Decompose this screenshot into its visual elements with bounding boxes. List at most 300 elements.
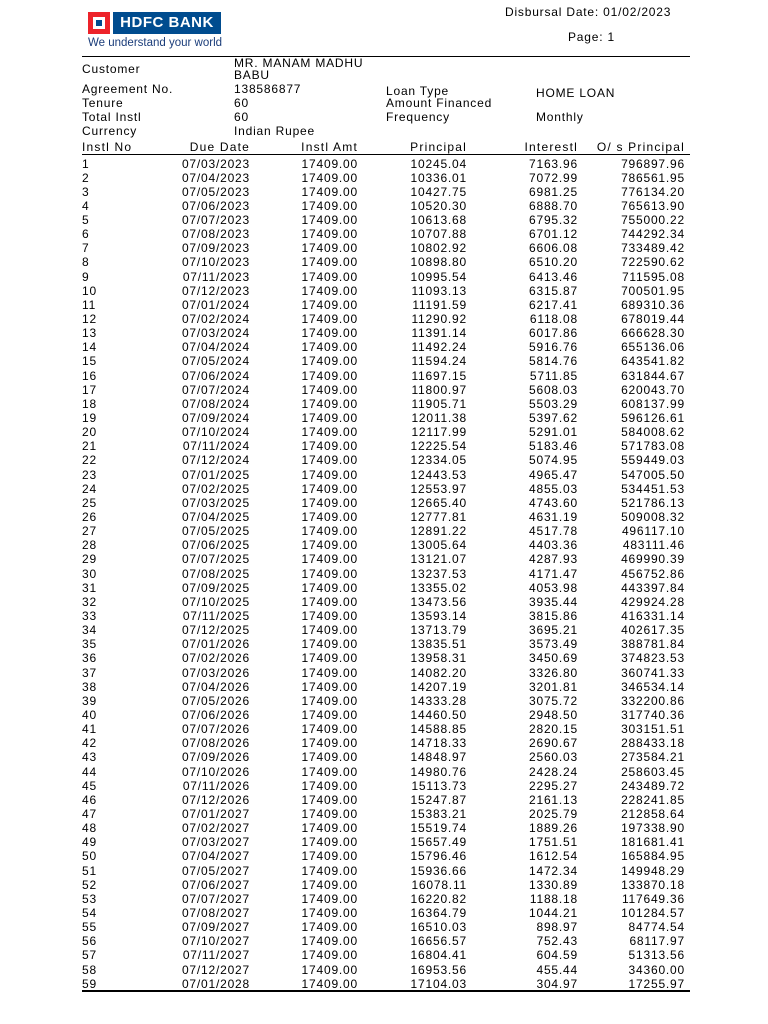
cell-principal: 13713.79 <box>410 623 467 638</box>
cell-instl-no: 9 <box>82 269 90 284</box>
cell-os-principal: 181681.41 <box>621 835 685 850</box>
cell-os-principal: 678019.44 <box>621 312 685 327</box>
cell-instl-amt: 17409.00 <box>301 340 358 355</box>
cell-os-principal: 521786.13 <box>621 495 685 510</box>
cell-interest: 6888.70 <box>529 198 578 213</box>
cell-instl-no: 26 <box>82 510 97 525</box>
cell-interest: 1188.18 <box>529 891 578 906</box>
cell-os-principal: 620043.70 <box>621 382 685 397</box>
cell-instl-no: 44 <box>82 764 97 779</box>
cell-os-principal: 483111.46 <box>622 538 685 553</box>
cell-os-principal: 317740.36 <box>621 707 685 722</box>
cell-instl-no: 28 <box>82 538 97 553</box>
cell-interest: 4855.03 <box>529 481 578 496</box>
cell-interest: 3573.49 <box>529 637 578 652</box>
cell-principal: 10520.30 <box>410 198 467 213</box>
cell-due-date: 07/03/2025 <box>181 495 250 510</box>
cell-instl-amt: 17409.00 <box>301 425 358 440</box>
cell-os-principal: 496117.10 <box>621 524 685 539</box>
cell-interest: 7072.99 <box>529 170 578 185</box>
cell-instl-no: 6 <box>82 227 90 242</box>
cell-interest: 3815.86 <box>529 609 578 623</box>
cell-interest: 5183.46 <box>529 439 578 454</box>
cell-principal: 11697.15 <box>411 368 467 383</box>
cell-principal: 12665.40 <box>410 495 467 510</box>
cell-os-principal: 117649.36 <box>621 891 685 906</box>
customer-name-line2: BABU <box>234 68 270 82</box>
cell-interest: 3695.21 <box>529 623 578 638</box>
cell-instl-no: 58 <box>82 962 97 977</box>
cell-principal: 16364.79 <box>410 905 467 920</box>
table-row <box>0 185 768 199</box>
table-row <box>0 779 768 793</box>
cell-instl-no: 34 <box>82 623 97 638</box>
cell-instl-amt: 17409.00 <box>301 665 358 680</box>
cell-interest: 6217.41 <box>529 297 578 312</box>
table-row <box>0 666 768 680</box>
hdfc-logo-icon <box>88 12 110 34</box>
table-row <box>0 326 768 340</box>
table-row <box>0 468 768 482</box>
cell-principal: 12891.22 <box>410 524 467 539</box>
table-row <box>0 510 768 524</box>
cell-instl-amt: 17409.00 <box>301 806 358 821</box>
cell-interest: 1330.89 <box>529 877 578 892</box>
cell-interest: 1889.26 <box>529 821 578 836</box>
cell-instl-no: 40 <box>82 707 97 722</box>
cell-instl-amt: 17409.00 <box>301 948 358 963</box>
cell-instl-amt: 17409.00 <box>301 679 358 694</box>
cell-os-principal: 243489.72 <box>621 778 685 793</box>
table-row <box>0 963 768 977</box>
schedule-table-body <box>0 157 768 991</box>
cell-due-date: 07/07/2024 <box>181 382 250 397</box>
cell-instl-amt: 17409.00 <box>301 764 358 779</box>
cell-due-date: 07/07/2025 <box>181 552 250 567</box>
cell-principal: 12334.05 <box>410 453 467 468</box>
cell-due-date: 07/03/2023 <box>181 156 250 171</box>
cell-due-date: 07/08/2027 <box>181 905 250 920</box>
cell-interest: 4517.78 <box>529 524 578 539</box>
cell-principal: 13237.53 <box>410 566 467 581</box>
cell-instl-no: 55 <box>82 920 97 935</box>
bank-logo <box>88 12 223 50</box>
cell-principal: 15936.66 <box>410 863 467 878</box>
cell-due-date: 07/07/2027 <box>181 891 250 906</box>
cell-due-date: 07/11/2025 <box>182 609 250 623</box>
cell-instl-no: 56 <box>82 934 97 949</box>
cell-instl-amt: 17409.00 <box>301 651 358 666</box>
table-row <box>0 552 768 566</box>
cell-due-date: 07/10/2025 <box>181 594 250 609</box>
cell-due-date: 07/05/2023 <box>181 184 250 199</box>
table-row <box>0 623 768 637</box>
cell-due-date: 07/10/2024 <box>181 425 250 440</box>
cell-interest: 6017.86 <box>529 326 578 341</box>
cell-due-date: 07/01/2026 <box>181 637 250 652</box>
cell-os-principal: 68117.97 <box>629 934 685 949</box>
cell-instl-no: 50 <box>82 849 97 864</box>
logo-bank-name: HDFC BANK <box>113 12 221 34</box>
cell-instl-no: 39 <box>82 693 97 708</box>
cell-interest: 4965.47 <box>529 467 578 482</box>
customer-label: Customer <box>82 62 141 76</box>
cell-interest: 2161.13 <box>529 792 578 807</box>
cell-principal: 15657.49 <box>410 835 467 850</box>
cell-instl-no: 20 <box>82 425 97 440</box>
cell-interest: 6981.25 <box>529 184 578 199</box>
cell-interest: 3075.72 <box>529 693 578 708</box>
cell-interest: 5074.95 <box>529 453 578 468</box>
currency-label: Currency <box>82 124 138 138</box>
cell-interest: 5503.29 <box>529 396 578 411</box>
cell-principal: 10427.75 <box>410 184 467 199</box>
cell-interest: 6118.08 <box>529 312 578 327</box>
cell-instl-amt: 17409.00 <box>301 382 358 397</box>
cell-interest: 1612.54 <box>529 849 578 864</box>
cell-interest: 2560.03 <box>529 750 578 765</box>
cell-due-date: 07/03/2026 <box>181 665 250 680</box>
amount-financed-label: Amount Financed <box>386 96 493 110</box>
cell-instl-amt: 17409.00 <box>301 439 358 454</box>
cell-os-principal: 332200.86 <box>621 693 685 708</box>
cell-instl-no: 48 <box>82 821 97 836</box>
cell-instl-no: 1 <box>82 156 90 171</box>
cell-due-date: 07/04/2027 <box>181 849 250 864</box>
cell-os-principal: 571783.08 <box>621 439 685 454</box>
cell-instl-amt: 17409.00 <box>301 750 358 765</box>
cell-principal: 15383.21 <box>410 806 467 821</box>
cell-os-principal: 360741.33 <box>621 665 685 680</box>
cell-principal: 14333.28 <box>410 693 467 708</box>
cell-instl-no: 16 <box>82 368 97 383</box>
table-row <box>0 708 768 722</box>
table-row <box>0 878 768 892</box>
cell-interest: 5711.85 <box>529 368 578 383</box>
header-rule <box>82 56 690 57</box>
table-row <box>0 241 768 255</box>
cell-principal: 14082.20 <box>410 665 467 680</box>
cell-instl-amt: 17409.00 <box>301 920 358 935</box>
cell-instl-amt: 17409.00 <box>301 453 358 468</box>
cell-os-principal: 288433.18 <box>621 736 685 751</box>
cell-os-principal: 402617.35 <box>621 623 685 638</box>
cell-instl-amt: 17409.00 <box>301 594 358 609</box>
cell-instl-amt: 17409.00 <box>301 707 358 722</box>
cell-instl-amt: 17409.00 <box>301 269 358 284</box>
cell-interest: 455.44 <box>536 962 578 977</box>
cell-instl-amt: 17409.00 <box>301 623 358 638</box>
cell-due-date: 07/06/2025 <box>181 538 250 553</box>
cell-instl-no: 3 <box>82 184 90 199</box>
table-row <box>0 906 768 920</box>
cell-due-date: 07/02/2026 <box>181 651 250 666</box>
cell-instl-no: 11 <box>82 297 97 312</box>
cell-principal: 11905.71 <box>411 396 467 411</box>
cell-principal: 14460.50 <box>410 707 467 722</box>
cell-instl-no: 52 <box>82 877 97 892</box>
cell-os-principal: 776134.20 <box>621 184 685 199</box>
cell-interest: 5814.76 <box>529 354 578 369</box>
cell-instl-no: 33 <box>82 609 97 623</box>
table-row <box>0 354 768 368</box>
table-row <box>0 694 768 708</box>
cell-interest: 6315.87 <box>529 283 578 298</box>
cell-interest: 898.97 <box>536 920 578 935</box>
cell-principal: 14718.33 <box>410 736 467 751</box>
cell-instl-no: 30 <box>82 566 97 581</box>
cell-instl-no: 45 <box>82 778 97 793</box>
frequency-label: Frequency <box>386 110 450 124</box>
cell-principal: 11800.97 <box>411 382 467 397</box>
cell-principal: 13355.02 <box>410 580 467 595</box>
cell-instl-no: 36 <box>82 651 97 666</box>
table-row <box>0 595 768 609</box>
cell-instl-amt: 17409.00 <box>301 524 358 539</box>
cell-instl-amt: 17409.00 <box>301 580 358 595</box>
cell-os-principal: 346534.14 <box>621 679 685 694</box>
table-row <box>0 948 768 962</box>
cell-interest: 5397.62 <box>529 411 578 426</box>
table-header-rule <box>82 154 690 155</box>
cell-principal: 13835.51 <box>410 637 467 652</box>
cell-instl-amt: 17409.00 <box>301 170 358 185</box>
cell-due-date: 07/09/2023 <box>181 241 250 256</box>
cell-principal: 10802.92 <box>410 241 467 256</box>
tenure-value: 60 <box>234 96 249 110</box>
cell-os-principal: 722590.62 <box>621 255 685 270</box>
table-row <box>0 340 768 354</box>
cell-interest: 4053.98 <box>529 580 578 595</box>
cell-os-principal: 666628.30 <box>621 326 685 341</box>
cell-due-date: 07/09/2027 <box>181 920 250 935</box>
table-row <box>0 199 768 213</box>
cell-principal: 11093.13 <box>411 283 467 298</box>
cell-os-principal: 388781.84 <box>621 637 685 652</box>
cell-interest: 6510.20 <box>529 255 578 270</box>
cell-due-date: 07/06/2027 <box>181 877 250 892</box>
cell-instl-amt: 17409.00 <box>301 778 358 793</box>
cell-instl-no: 10 <box>82 283 97 298</box>
cell-instl-no: 57 <box>82 948 97 963</box>
cell-instl-no: 14 <box>82 340 97 355</box>
cell-principal: 12553.97 <box>410 481 467 496</box>
cell-interest: 1472.34 <box>529 863 578 878</box>
cell-os-principal: 469990.39 <box>621 552 685 567</box>
table-row <box>0 807 768 821</box>
cell-due-date: 07/09/2025 <box>181 580 250 595</box>
cell-instl-amt: 17409.00 <box>301 283 358 298</box>
cell-due-date: 07/08/2025 <box>181 566 250 581</box>
cell-due-date: 07/12/2023 <box>181 283 250 298</box>
cell-instl-amt: 17409.00 <box>301 368 358 383</box>
cell-due-date: 07/04/2026 <box>181 679 250 694</box>
cell-principal: 11191.59 <box>412 297 467 312</box>
table-row <box>0 270 768 284</box>
cell-principal: 13121.07 <box>410 552 467 567</box>
cell-due-date: 07/10/2026 <box>181 764 250 779</box>
column-header-instl-amt: Instl Amt <box>301 140 358 154</box>
cell-interest: 6701.12 <box>529 227 578 242</box>
table-row <box>0 835 768 849</box>
cell-os-principal: 733489.42 <box>621 241 685 256</box>
cell-interest: 6413.46 <box>529 269 578 284</box>
cell-interest: 4743.60 <box>529 495 578 510</box>
cell-os-principal: 786561.95 <box>621 170 685 185</box>
cell-due-date: 07/08/2026 <box>181 736 250 751</box>
cell-instl-amt: 17409.00 <box>301 467 358 482</box>
cell-principal: 10245.04 <box>410 156 467 171</box>
cell-instl-no: 32 <box>82 594 97 609</box>
cell-due-date: 07/08/2024 <box>181 396 250 411</box>
cell-instl-no: 37 <box>82 665 97 680</box>
table-row <box>0 793 768 807</box>
cell-instl-amt: 17409.00 <box>301 552 358 567</box>
cell-interest: 604.59 <box>536 948 578 963</box>
cell-interest: 2295.27 <box>529 778 578 793</box>
column-header-interest: Interestl <box>524 140 578 154</box>
cell-os-principal: 534451.53 <box>621 481 685 496</box>
cell-due-date: 07/03/2027 <box>181 835 250 850</box>
cell-instl-no: 38 <box>82 679 97 694</box>
cell-instl-no: 15 <box>82 354 97 369</box>
cell-principal: 16078.11 <box>411 877 467 892</box>
cell-principal: 14588.85 <box>410 722 467 737</box>
cell-due-date: 07/01/2025 <box>181 467 250 482</box>
cell-instl-amt: 17409.00 <box>301 736 358 751</box>
cell-principal: 14848.97 <box>410 750 467 765</box>
cell-instl-amt: 17409.00 <box>301 297 358 312</box>
table-row <box>0 227 768 241</box>
cell-interest: 3450.69 <box>529 651 578 666</box>
cell-principal: 12225.54 <box>410 439 467 454</box>
cell-instl-amt: 17409.00 <box>301 863 358 878</box>
table-row <box>0 496 768 510</box>
cell-due-date: 07/02/2027 <box>181 821 250 836</box>
cell-os-principal: 689310.36 <box>621 297 685 312</box>
cell-os-principal: 711595.08 <box>621 269 685 284</box>
table-row <box>0 892 768 906</box>
cell-instl-no: 29 <box>82 552 97 567</box>
page-number <box>568 30 615 44</box>
cell-due-date: 07/06/2024 <box>181 368 250 383</box>
cell-instl-amt: 17409.00 <box>301 326 358 341</box>
cell-instl-amt: 17409.00 <box>301 849 358 864</box>
table-row <box>0 680 768 694</box>
cell-instl-amt: 17409.00 <box>301 213 358 228</box>
cell-principal: 15796.46 <box>410 849 467 864</box>
table-row <box>0 284 768 298</box>
cell-instl-no: 13 <box>82 326 97 341</box>
cell-instl-no: 35 <box>82 637 97 652</box>
cell-instl-no: 12 <box>82 312 97 327</box>
table-row <box>0 651 768 665</box>
cell-os-principal: 509008.32 <box>621 510 685 525</box>
cell-instl-amt: 17409.00 <box>301 411 358 426</box>
cell-os-principal: 416331.14 <box>621 609 685 623</box>
cell-os-principal: 273584.21 <box>621 750 685 765</box>
cell-due-date: 07/12/2024 <box>181 453 250 468</box>
cell-principal: 10613.68 <box>410 213 467 228</box>
cell-os-principal: 133870.18 <box>621 877 685 892</box>
table-row <box>0 821 768 835</box>
cell-principal: 13958.31 <box>410 651 467 666</box>
cell-instl-amt: 17409.00 <box>301 481 358 496</box>
table-row <box>0 411 768 425</box>
cell-principal: 16953.56 <box>410 962 467 977</box>
cell-due-date: 07/11/2023 <box>182 269 250 284</box>
cell-due-date: 07/06/2023 <box>181 198 250 213</box>
table-row <box>0 369 768 383</box>
page-number-value: 1 <box>607 30 615 44</box>
cell-instl-amt: 17409.00 <box>301 891 358 906</box>
table-row <box>0 538 768 552</box>
cell-interest: 6795.32 <box>529 213 578 228</box>
cell-due-date: 07/07/2026 <box>181 722 250 737</box>
cell-due-date: 07/11/2026 <box>182 778 250 793</box>
cell-interest: 3201.81 <box>529 679 578 694</box>
cell-due-date: 07/02/2024 <box>181 312 250 327</box>
cell-due-date: 07/09/2026 <box>181 750 250 765</box>
cell-due-date: 07/05/2026 <box>181 693 250 708</box>
cell-interest: 752.43 <box>536 934 578 949</box>
cell-instl-amt: 17409.00 <box>301 976 358 991</box>
column-header-principal: Principal <box>410 140 467 154</box>
cell-principal: 12777.81 <box>410 510 467 525</box>
cell-interest: 3935.44 <box>529 594 578 609</box>
cell-instl-no: 5 <box>82 213 90 228</box>
cell-os-principal: 228241.85 <box>621 792 685 807</box>
agreement-value: 138586877 <box>234 82 302 96</box>
table-row <box>0 934 768 948</box>
cell-instl-no: 53 <box>82 891 97 906</box>
cell-instl-no: 41 <box>82 722 97 737</box>
total-instl-label: Total Instl <box>82 110 142 124</box>
cell-interest: 4287.93 <box>529 552 578 567</box>
cell-due-date: 07/12/2026 <box>181 792 250 807</box>
cell-instl-amt: 17409.00 <box>301 495 358 510</box>
table-row <box>0 425 768 439</box>
cell-principal: 10336.01 <box>410 170 467 185</box>
cell-instl-amt: 17409.00 <box>301 354 358 369</box>
cell-interest: 2690.67 <box>529 736 578 751</box>
table-row <box>0 722 768 736</box>
disbursal-date-label: Disbursal Date: <box>505 5 600 19</box>
table-row <box>0 736 768 750</box>
cell-instl-amt: 17409.00 <box>301 227 358 242</box>
cell-interest: 5608.03 <box>529 382 578 397</box>
cell-principal: 11492.24 <box>411 340 467 355</box>
cell-principal: 10995.54 <box>410 269 467 284</box>
table-row <box>0 157 768 171</box>
cell-due-date: 07/10/2027 <box>181 934 250 949</box>
cell-os-principal: 608137.99 <box>621 396 685 411</box>
cell-instl-no: 46 <box>82 792 97 807</box>
cell-principal: 13005.64 <box>410 538 467 553</box>
cell-principal: 11594.24 <box>411 354 467 369</box>
table-row <box>0 864 768 878</box>
customer-name-line1: MR. MANAM MADHU <box>234 56 364 70</box>
cell-instl-no: 4 <box>82 198 90 213</box>
cell-instl-amt: 17409.00 <box>301 156 358 171</box>
cell-principal: 15247.87 <box>410 792 467 807</box>
cell-instl-amt: 17409.00 <box>301 821 358 836</box>
cell-principal: 16220.82 <box>410 891 467 906</box>
cell-due-date: 07/05/2027 <box>181 863 250 878</box>
cell-due-date: 07/06/2026 <box>181 707 250 722</box>
table-row <box>0 171 768 185</box>
table-row <box>0 213 768 227</box>
